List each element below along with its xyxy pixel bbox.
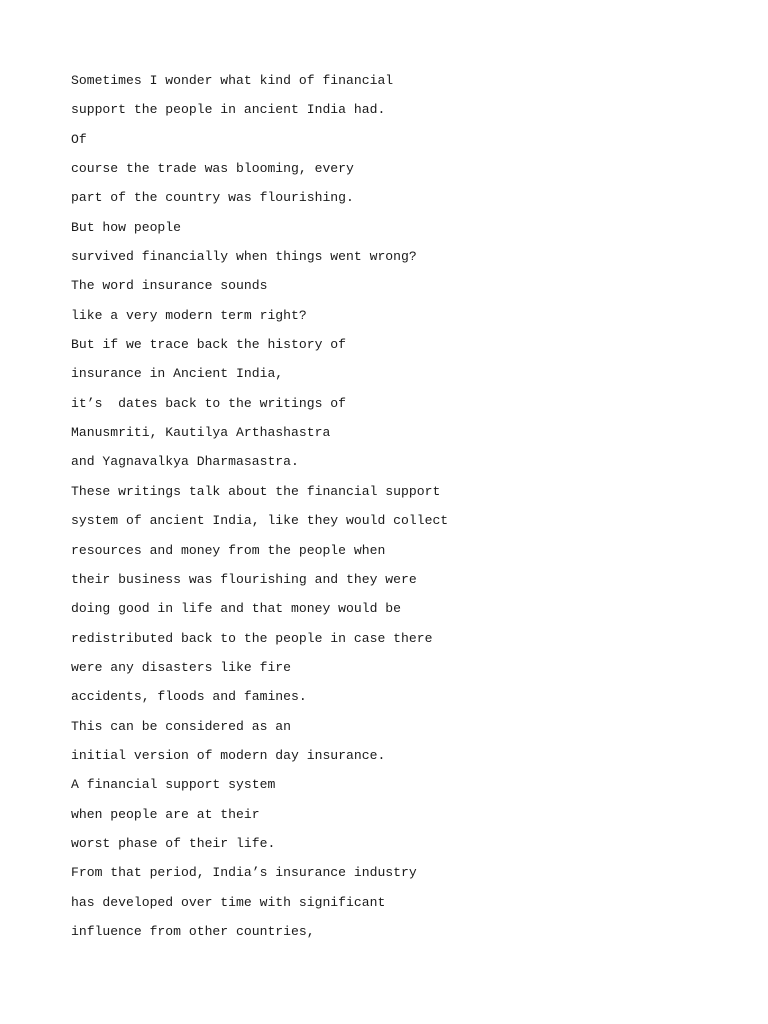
text-line: Of xyxy=(71,131,87,147)
text-line: From that period, India’s insurance industry xyxy=(71,865,417,881)
text-line: But if we trace back the history of xyxy=(71,337,347,353)
text-line: has developed over time with significant xyxy=(71,894,386,910)
text-line: Manusmriti, Kautilya Arthashastra xyxy=(71,425,331,441)
text-line: influence from other countries, xyxy=(71,923,315,939)
text-line: like a very modern term right? xyxy=(71,307,307,323)
text-line: resources and money from the people when xyxy=(71,542,386,558)
text-line: worst phase of their life. xyxy=(71,835,276,851)
document-body xyxy=(71,66,711,946)
text-line: Sometimes I wonder what kind of financial xyxy=(71,73,394,88)
text-line: system of ancient India, like they would collect xyxy=(71,513,449,529)
text-line: redistributed back to the people in case there xyxy=(71,630,433,646)
text-line: when people are at their xyxy=(71,806,260,822)
text-line: insurance in Ancient India, xyxy=(71,366,284,382)
text-line: This can be considered as an xyxy=(71,718,292,734)
text-line: doing good in life and that money would be xyxy=(71,601,402,617)
text-line: But how people xyxy=(71,219,182,235)
text-line: and Yagnavalkya Dharmasastra. xyxy=(71,454,299,470)
text-line: accidents, floods and famines. xyxy=(71,689,307,705)
text-line: survived financially when things went wrong? xyxy=(71,249,417,265)
text-line: course the trade was blooming, every xyxy=(71,161,354,177)
text-line: their business was flourishing and they were xyxy=(71,571,417,587)
text-line: These writings talk about the financial support xyxy=(71,483,441,499)
text-line: The word insurance sounds xyxy=(71,278,268,294)
text-line: support the people in ancient India had. xyxy=(71,102,386,118)
text-line: A financial support system xyxy=(71,777,276,793)
text-line: were any disasters like fire xyxy=(71,659,292,675)
text-line: it’s dates back to the writings of xyxy=(71,395,347,411)
text-line: initial version of modern day insurance. xyxy=(71,747,386,763)
text-line: part of the country was flourishing. xyxy=(71,190,354,206)
